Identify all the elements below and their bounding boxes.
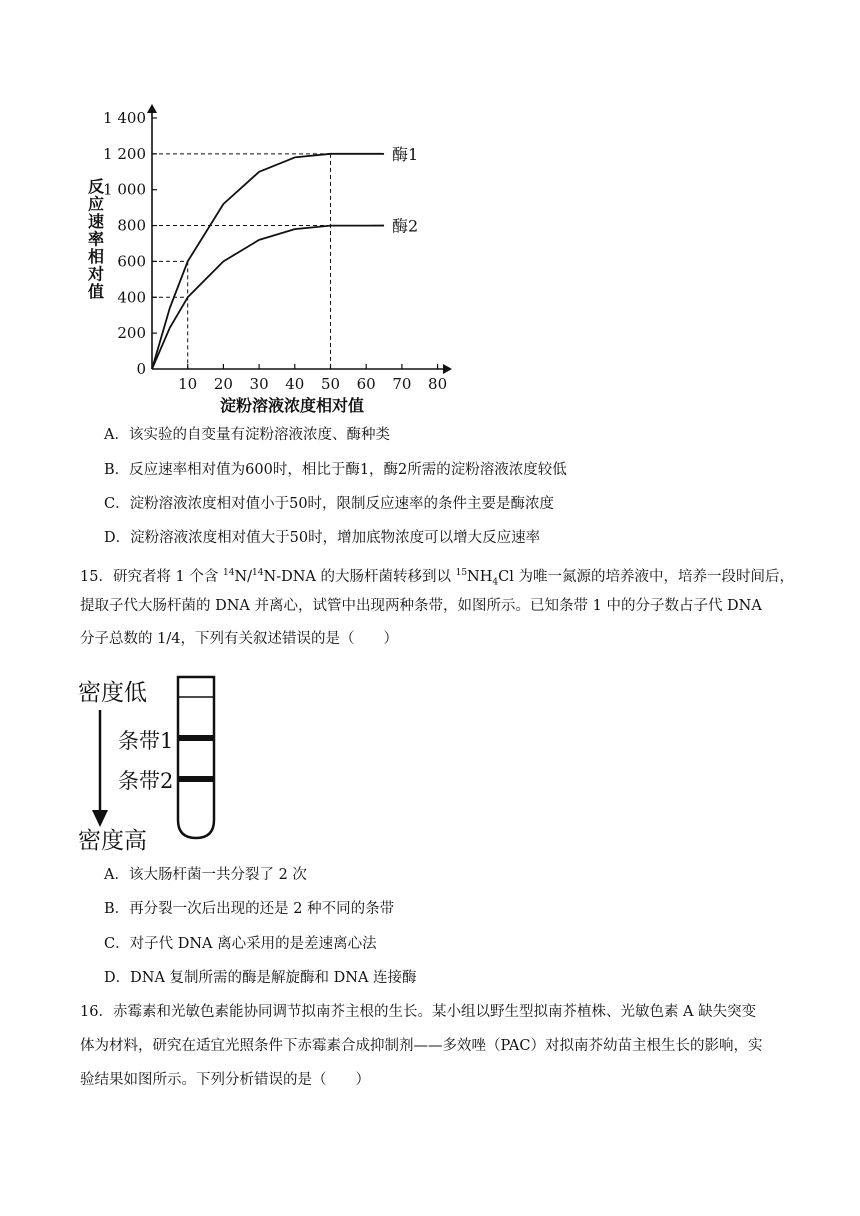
test-tube: [178, 677, 214, 838]
density-low-label: 密度低: [78, 680, 147, 706]
enzyme-rate-chart: [0, 0, 860, 420]
y-axis-label-char: 率: [87, 229, 105, 249]
y-tick-label: 1 200: [103, 144, 146, 163]
q16-stem-line2: 体为材料，研究在适宜光照条件下赤霉素合成抑制剂——多效唑（PAC）对拟南芥幼苗主根生长的影响，实: [80, 1038, 763, 1054]
q15-stem-line3: 分子总数的 1/4，下列有关叙述错误的是（ ）: [80, 631, 398, 647]
x-tick-label: 10: [178, 375, 198, 393]
y-tick-label: 1 000: [103, 180, 146, 199]
q16-stem-line3: 验结果如图所示。下列分析错误的是（ ）: [80, 1072, 370, 1088]
x-axis-arrow: [443, 364, 452, 374]
q15-stem-line2: 提取子代大肠杆菌的 DNA 并离心，试管中出现两种条带，如图所示。已知条带 1 中的分子数占子代 DNA: [80, 598, 762, 614]
q15-option-b: B．再分裂一次后出现的还是 2 种不同的条带: [104, 901, 395, 917]
q15-option-a: A．该大肠杆菌一共分裂了 2 次: [104, 867, 307, 883]
band2-label: 条带2: [118, 769, 174, 793]
q15-option-d: D．DNA 复制所需的酶是解旋酶和 DNA 连接酶: [104, 970, 417, 986]
y-tick-label: 800: [117, 216, 146, 235]
y-axis-label-char: 反: [87, 177, 105, 196]
y-tick-label: 200: [117, 324, 146, 343]
band2: [179, 776, 213, 782]
x-tick-label: 20: [213, 375, 233, 393]
x-tick-label: 60: [356, 375, 376, 393]
q15-number: 15．: [80, 568, 113, 585]
series-line-1: [152, 154, 384, 369]
q14-option-a: A．该实验的自变量有淀粉溶液浓度、酶种类: [104, 427, 390, 443]
q15-option-c: C．对子代 DNA 离心采用的是差速离心法: [104, 936, 377, 952]
y-tick-label: 0: [136, 360, 146, 378]
q15-sup: 14: [252, 568, 264, 578]
q15-text: NH: [467, 568, 493, 585]
q15-text: N/: [234, 568, 253, 585]
q14-option-d: D．淀粉溶液浓度相对值大于50时，增加底物浓度可以增大反应速率: [104, 530, 541, 546]
x-tick-label: 70: [392, 375, 412, 393]
q15-sup: 14: [223, 568, 235, 578]
centrifuge-tube-figure: [0, 655, 300, 860]
y-tick-label: 1 400: [103, 108, 146, 127]
q15-stem-line1: [80, 563, 794, 593]
y-axis-label-char: 对: [87, 264, 105, 284]
y-tick-label: 400: [117, 288, 146, 307]
x-tick-label: 40: [285, 375, 305, 393]
q15-sub: 4: [492, 577, 499, 588]
y-axis-label-char: 相: [87, 247, 105, 266]
q16-stem-line1: 16．赤霉素和光敏色素能协同调节拟南芥主根的生长。某小组以野生型拟南芥植株、光敏色素 A 缺失突变: [80, 1004, 757, 1020]
q15-text: Cl 为唯一氮源的培养液中，培养一段时间后，: [498, 568, 794, 585]
series-label-2: 酶2: [392, 216, 419, 236]
q15-text: 研究者将 1 个含: [112, 568, 224, 585]
density-arrow-head: [92, 810, 108, 827]
band1-label: 条带1: [118, 729, 174, 753]
q14-option-b: B．反应速率相对值为600时，相比于酶1，酶2所需的淀粉溶液浓度较低: [104, 462, 567, 478]
series-line-2: [152, 226, 384, 369]
x-tick-label: 80: [428, 375, 448, 393]
q15-text: N-DNA 的大肠杆菌转移到以: [263, 568, 456, 585]
band1: [179, 735, 213, 741]
q14-option-c: C．淀粉溶液浓度相对值小于50时，限制反应速率的条件主要是酶浓度: [104, 496, 555, 512]
y-axis-label-char: 应: [87, 194, 105, 214]
y-axis-label-char: 速: [87, 212, 105, 231]
series-label-1: 酶1: [392, 144, 419, 164]
x-tick-label: 50: [320, 375, 341, 393]
y-tick-label: 600: [117, 252, 146, 271]
x-axis-label: 淀粉溶液浓度相对值: [219, 396, 365, 415]
y-axis-label-char: 值: [87, 282, 105, 301]
q15-sup: 15: [455, 568, 468, 578]
x-tick-label: 30: [249, 375, 269, 393]
y-axis-arrow: [147, 104, 157, 113]
density-high-label: 密度高: [78, 828, 147, 854]
